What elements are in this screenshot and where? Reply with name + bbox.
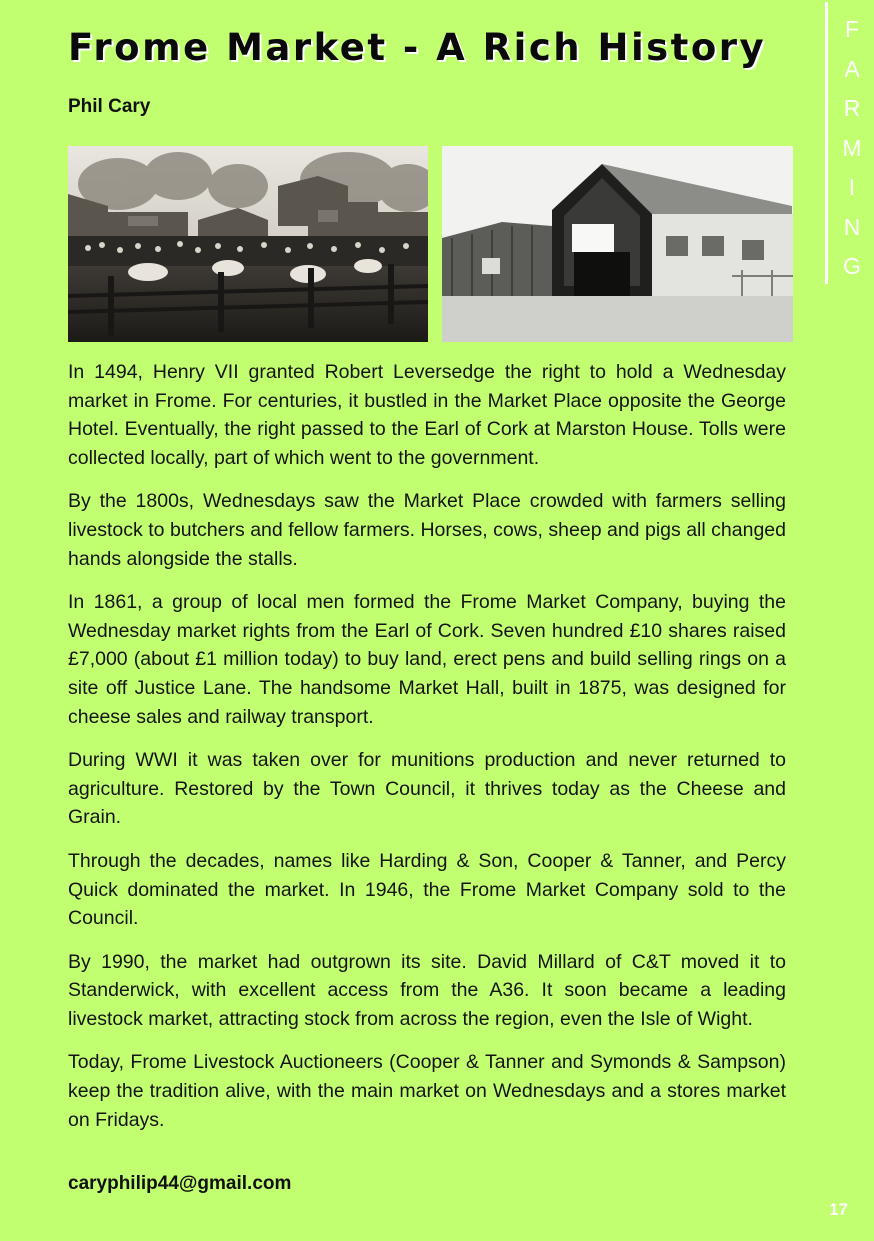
- section-tab-label: [842, 10, 862, 287]
- article-body: [68, 358, 786, 1149]
- historic-market-crowd-photo: [68, 146, 428, 342]
- article-paragraph: During WWI it was taken over for munitions production and never returned to agriculture. Restored by the Town Council, it thrives today as the Cheese and Grain.: [68, 749, 786, 829]
- section-tab-letter: F: [844, 16, 860, 42]
- section-tab-farming: [825, 2, 874, 284]
- article-paragraph: Through the decades, names like Harding & Son, Cooper & Tanner, and Percy Quick dominated the market. In 1946, the Frome Market Company sold to the Council.: [68, 849, 786, 930]
- section-tab-letter: G: [843, 253, 861, 279]
- author-email: caryphilip44@gmail.com: [68, 1173, 292, 1194]
- article-paragraph: By 1990, the market had outgrown its site. David Millard of C&T moved it to Standerwick, with excellent access from the A36. It soon became a leading livestock market, attracting stock from across the region, even the Isle of Wight.: [68, 950, 786, 1030]
- section-tab-letter: R: [843, 95, 861, 121]
- article-paragraph: Today, Frome Livestock Auctioneers (Cooper & Tanner and Symonds & Sampson) keep the tradition alive, with the main market on Wednesdays and a stores market on Fridays.: [68, 1051, 786, 1131]
- market-hall-building-photo: [442, 146, 793, 342]
- article-paragraph: In 1861, a group of local men formed the Frome Market Company, buying the Wednesday market rights from the Earl of Cork. Seven hundred £10 shares raised £7,000 (about £1 million today) to buy land, erect pens and build selling rings on a site off Justice Lane. The handsome Market Hall, built in 1875, was designed for cheese sales and railway transport.: [68, 591, 786, 728]
- article-paragraph: In 1494, Henry VII granted Robert Leversedge the right to hold a Wednesday market in Frome. For centuries, it bustled in the Market Place opposite the George Hotel. Eventually, the right passed to the Earl of Cork at Marston House. Tolls were collected locally, part of which went to the government.: [68, 361, 786, 469]
- page-number: 17: [829, 1200, 848, 1219]
- section-tab-letter: I: [848, 174, 856, 200]
- article-paragraph: By the 1800s, Wednesdays saw the Market Place crowded with farmers selling livestock to butchers and fellow farmers. Horses, cows, sheep and pigs all changed hands alongside the stalls.: [68, 490, 786, 570]
- section-tab-letter: M: [842, 134, 862, 161]
- section-tab-letter: A: [844, 55, 860, 82]
- section-tab-letter: N: [843, 213, 861, 240]
- page-title: Frome Market - A Rich History: [68, 26, 767, 69]
- author-byline: Phil Cary: [68, 96, 151, 117]
